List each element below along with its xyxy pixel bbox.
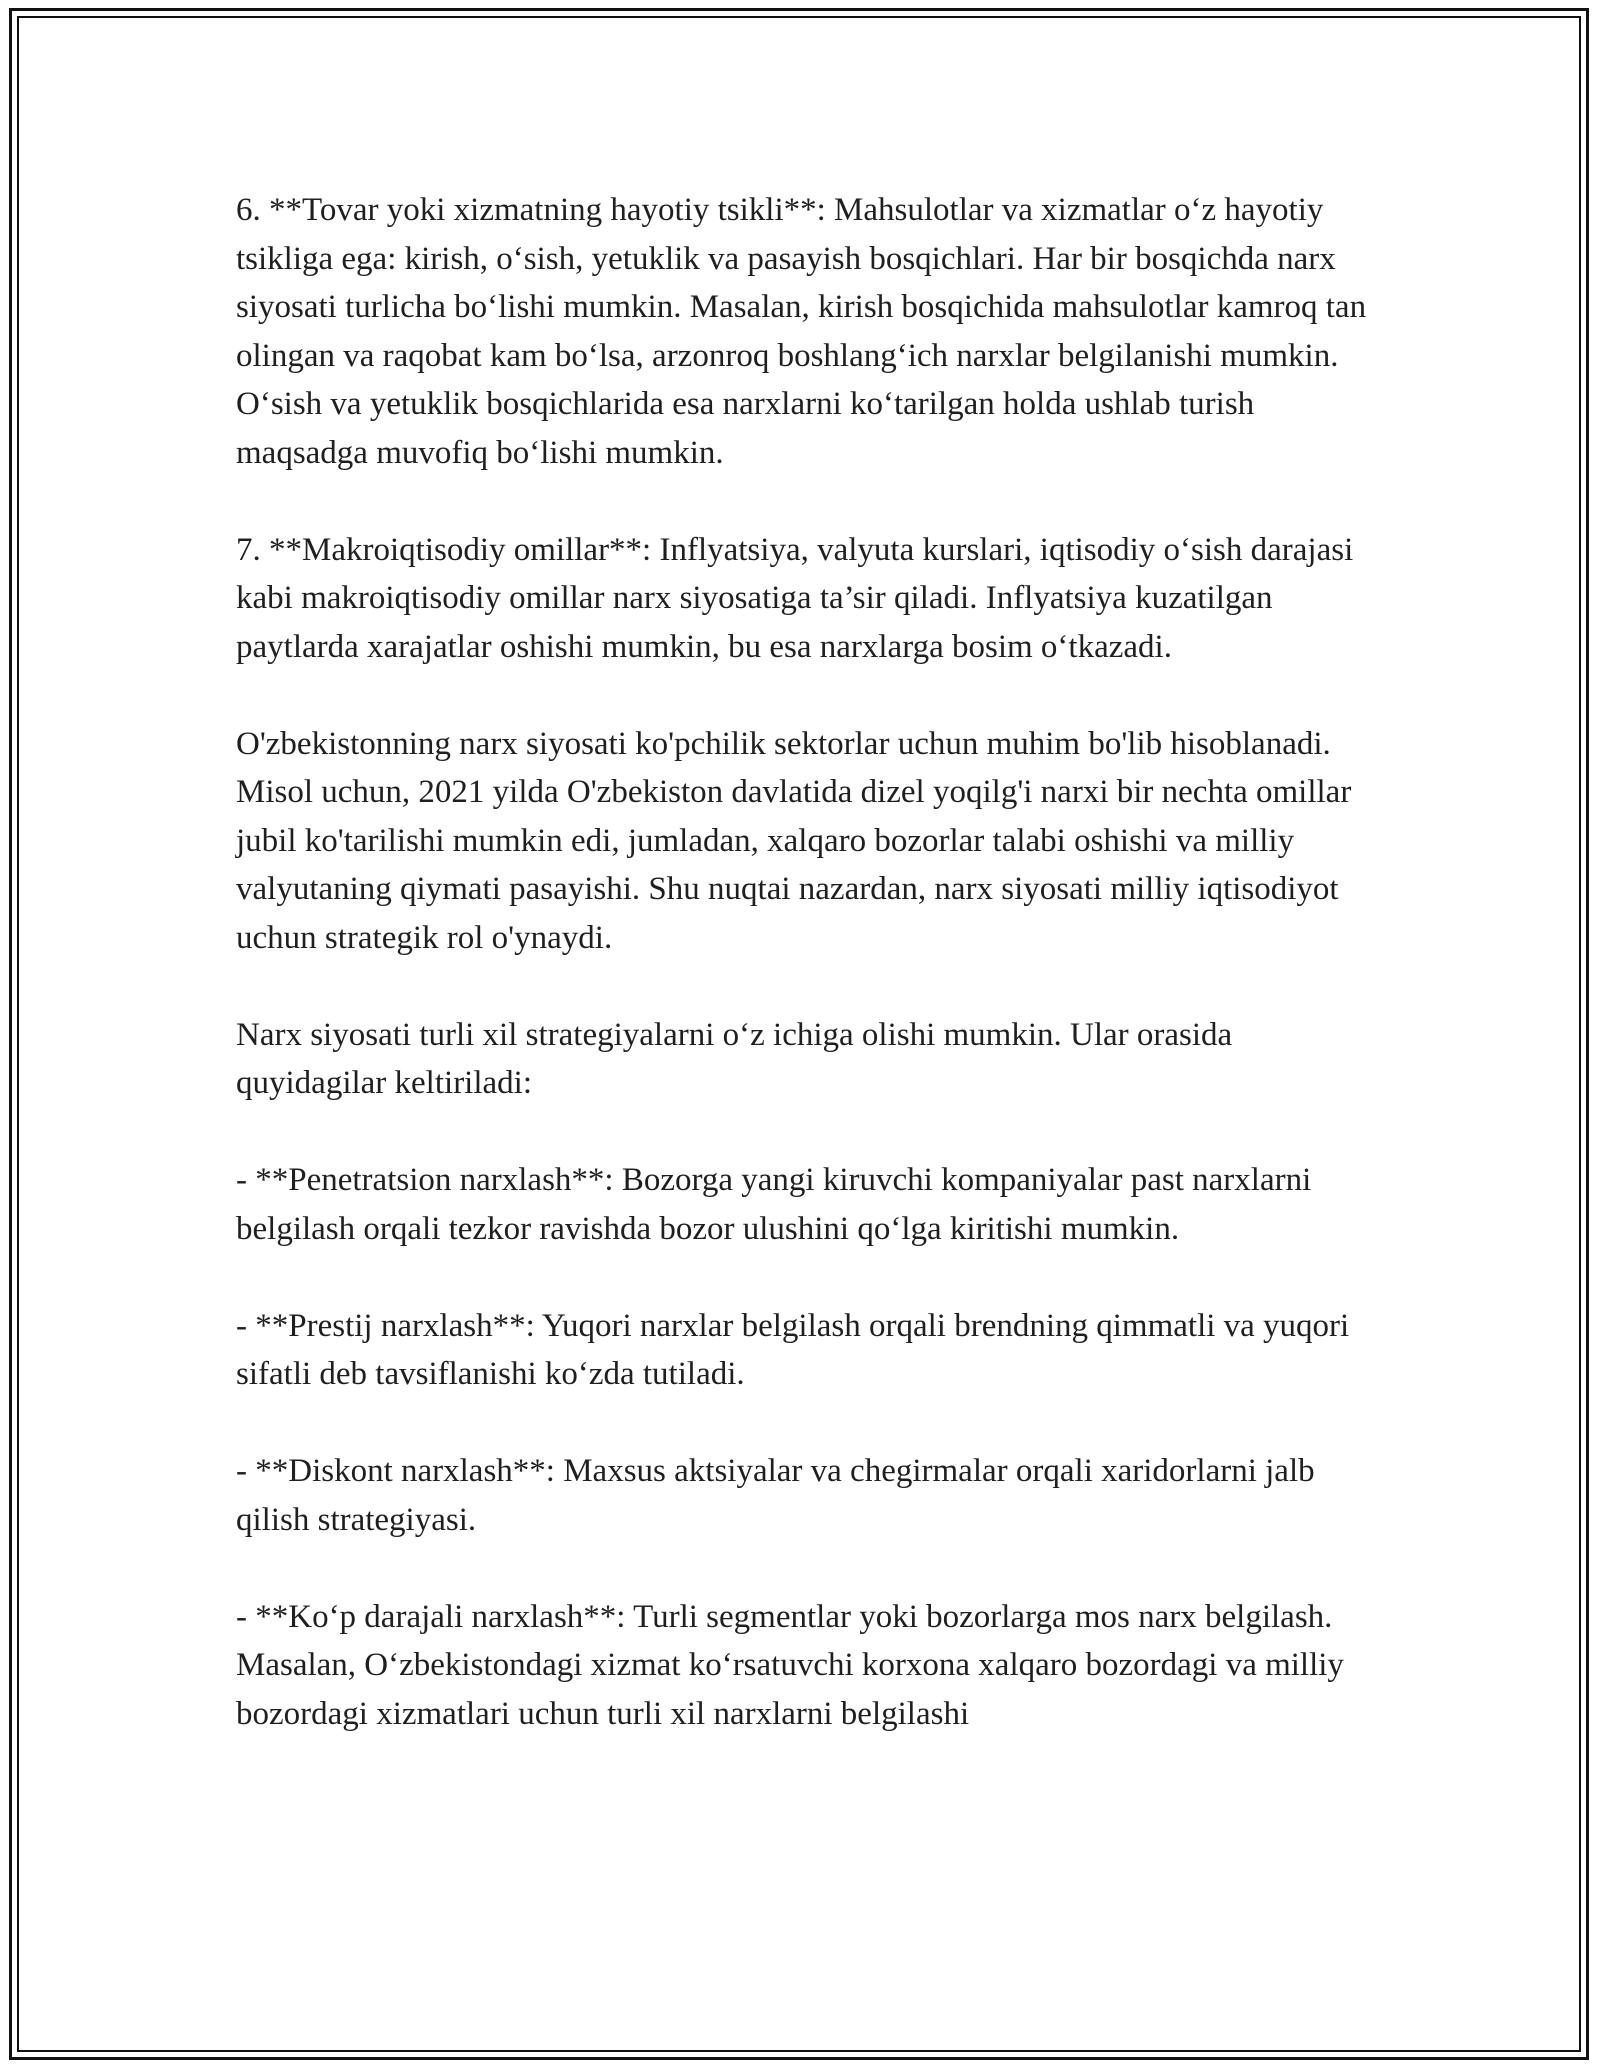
paragraph-uzbekistan-pricing: O'zbekistonning narx siyosati ko'pchilik sektorlar uchun muhim bo'lib hisoblanadi. Misol uchun, 2021 yilda O'zbekiston davlatida dizel yoqilg'i narxi bir nechta omillar jubil ko'tarilishi mumkin edi, jumladan, xalqaro bozorlar talabi oshishi va milliy valyutaning qiymati pasayishi. Shu nuqtai nazardan, narx siyosati milliy iqtisodiyot uchun strategik rol o'ynaydi.	[236, 725, 1352, 956]
document-body	[236, 186, 1381, 1738]
paragraph-macroeconomic-factors: 7. **Makroiqtisodiy omillar**: Inflyatsiya, valyuta kurslari, iqtisodiy o‘sish darajasi kabi makroiqtisodiy omillar narx siyosatiga ta’sir qiladi. Inflyatsiya kuzatilgan paytlarda xarajatlar oshishi mumkin, bu esa narxlarga bosim o‘tkazadi.	[236, 531, 1354, 665]
list-item-multilevel-pricing: - **Ko‘p darajali narxlash**: Turli segmentlar yoki bozorlarga mos narx belgilash. Masalan, O‘zbekistondagi xizmat ko‘rsatuvchi korxona xalqaro bozordagi va milliy bozordagi xizmatlari uchun turli xil narxlarni belgilashi	[236, 1598, 1344, 1732]
paragraph-lifecycle: 6. **Tovar yoki xizmatning hayotiy tsikli**: Mahsulotlar va xizmatlar o‘z hayotiy tsikliga ega: kirish, o‘sish, yetuklik va pasayish bosqichlari. Har bir bosqichda narx siyosati turlicha bo‘lishi mumkin. Masalan, kirish bosqichida mahsulotlar kamroq tan olingan va raqobat kam bo‘lsa, arzonroq boshlang‘ich narxlar belgilanishi mumkin. O‘sish va yetuklik bosqichlarida esa narxlarni ko‘tarilgan holda ushlab turish maqsadga muvofiq bo‘lishi mumkin.	[236, 192, 1367, 471]
list-item-prestige-pricing: - **Prestij narxlash**: Yuqori narxlar belgilash orqali brendning qimmatli va yuqori sifatli deb tavsiflanishi ko‘zda tutiladi.	[236, 1307, 1350, 1392]
paragraph-strategies-intro: Narx siyosati turli xil strategiyalarni o‘z ichiga olishi mumkin. Ular orasida quyidagilar keltiriladi:	[236, 1016, 1233, 1101]
list-item-penetration-pricing: - **Penetratsion narxlash**: Bozorga yangi kiruvchi kompaniyalar past narxlarni belgilash orqali tezkor ravishda bozor ulushini qo‘lga kiritishi mumkin.	[236, 1162, 1312, 1247]
list-item-discount-pricing: - **Diskont narxlash**: Maxsus aktsiyalar va chegirmalar orqali xaridorlarni jalb qilish strategiyasi.	[236, 1453, 1315, 1538]
